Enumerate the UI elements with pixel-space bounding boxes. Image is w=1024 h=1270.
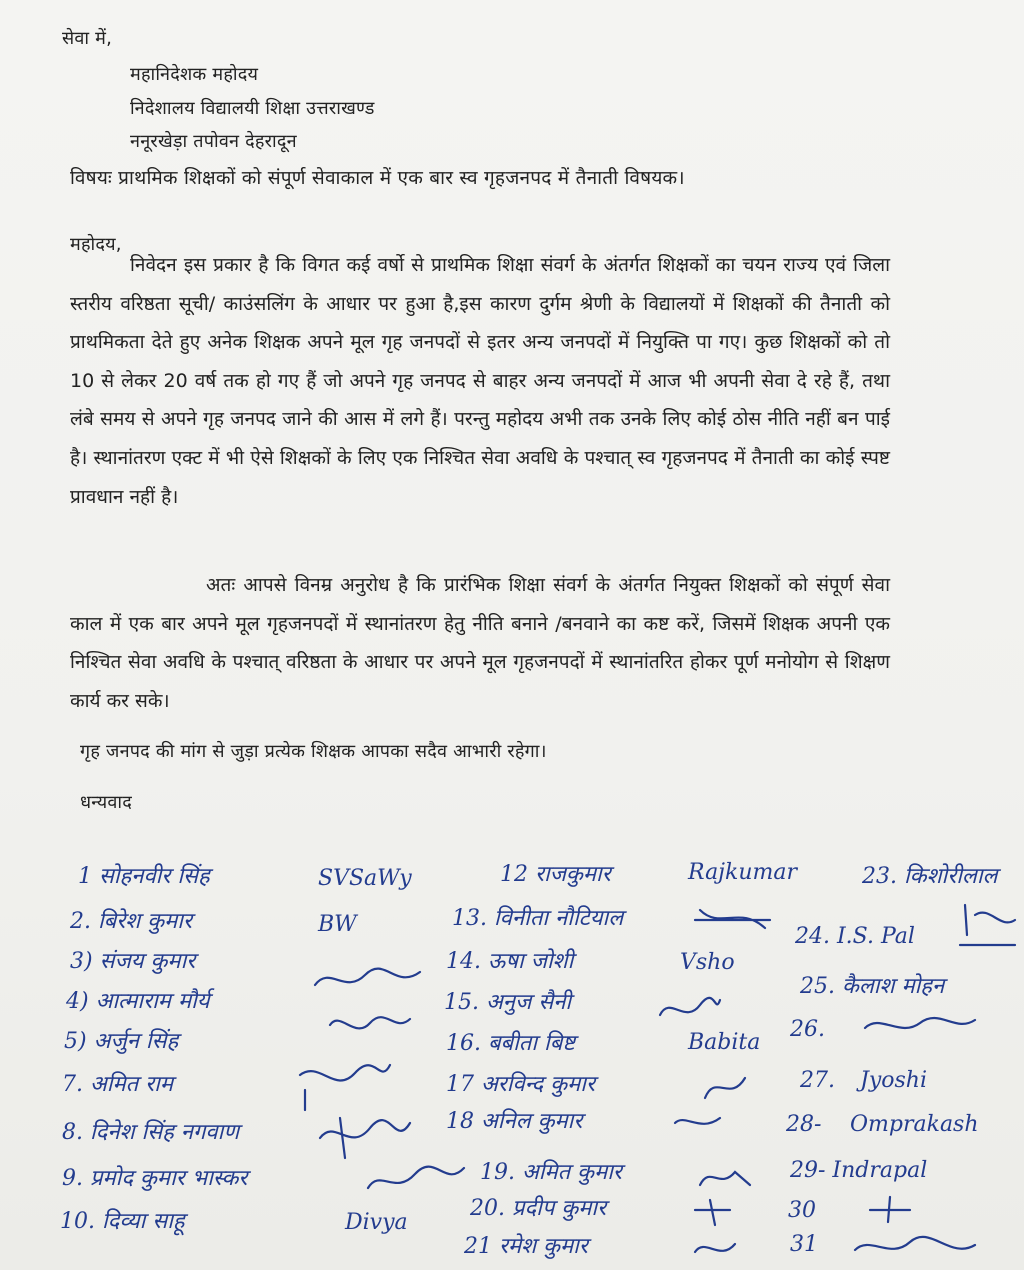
body-paragraph-1: निवेदन इस प्रकार है कि विगत कई वर्षो से प्राथमिक शिक्षा संवर्ग के अंतर्गत शिक्षकों का चयन राज्य एवं जिला स्तरीय वरिष्ठता सूची/ काउंसलिंग के आधार पर हुआ है,इस कारण दुर्गम श्रेणी के विद्यालयों में शिक्षकों की तैनाती को प्राथमिकता देते हुए अनेक शिक्षक अपने मूल गृह जनपदों से इतर अन्य जनपदों में नियुक्ति पा गए। कुछ शिक्षकों को तो 10 से लेकर 20 वर्ष तक हो गए हैं जो अपने गृह जनपद से बाहर अन्य जनपदों में आज भी अपनी सेवा दे रहे हैं, तथा लंबे समय से अपने गृह जनपद जाने की आस में लगे हैं। परन्तु महोदय अभी तक उनके लिए कोई ठोस नीति नहीं बन पाई है। स्थानांतरण एक्ट में भी ऐसे शिक्षकों के लिए एक निश्चित सेवा अवधि के पश्चात् स्व गृहजनपद में तैनाती का कोई स्पष्ट प्रावधान नहीं है।: [70, 254, 890, 508]
signature-scribble: [690, 900, 780, 940]
signature-name: 9. प्रमोद कुमार भास्कर: [62, 1166, 248, 1191]
signature-name: 19. अमित कुमार: [480, 1160, 622, 1185]
signature-name: 25. कैलाश मोहन: [800, 974, 945, 999]
signature-name: 7. अमित राम: [62, 1072, 174, 1097]
signature-name: 20. प्रदीप कुमार: [470, 1196, 607, 1221]
signature-name: 3) संजय कुमार: [70, 949, 196, 974]
signature-name: 21 रमेश कुमार: [464, 1234, 588, 1259]
signature-mark: Rajkumar: [688, 860, 798, 885]
signature-name: 30: [788, 1198, 816, 1223]
subject-line: विषयः प्राथमिक शिक्षकों को संपूर्ण सेवाकाल में एक बार स्व गृहजनपद में तैनाती विषयक।: [70, 167, 685, 189]
signature-mark: Babita: [688, 1030, 761, 1055]
signature-mark: Omprakash: [850, 1112, 979, 1137]
signature-name: 23. किशोरीलाल: [862, 864, 998, 889]
signature-mark: Jyoshi: [860, 1068, 927, 1093]
closing-line: गृह जनपद की मांग से जुड़ा प्रत्येक शिक्षक आपका सदैव आभारी रहेगा।: [80, 741, 547, 762]
signature-scribble: [700, 1068, 750, 1108]
signature-name: 13. विनीता नौटियाल: [452, 906, 624, 931]
signature-name: 2. बिरेश कुमार: [70, 909, 192, 934]
signature-scribble: [690, 1195, 740, 1230]
signature-scribble: [290, 1055, 400, 1115]
signature-name: 24. I.S. Pal: [795, 924, 915, 949]
signature-name: 10. दिव्या साहू: [60, 1209, 185, 1234]
recipient-location: ननूरखेड़ा तपोवन देहरादून: [130, 131, 297, 152]
signature-name: 31: [790, 1232, 818, 1257]
recipient-office: निदेशालय विद्यालयी शिक्षा उत्तराखण्ड: [130, 98, 375, 119]
signature-scribble: [860, 1008, 980, 1043]
recipient-title: महानिदेशक महोदय: [130, 64, 259, 85]
signature-name: 18 अनिल कुमार: [446, 1109, 583, 1134]
greeting: महोदय,: [70, 234, 122, 255]
signature-list: [0, 840, 1024, 1270]
signature-name: 16. बबीता बिष्ट: [446, 1031, 576, 1056]
signature-scribble: [690, 1232, 740, 1267]
signature-scribble: [310, 1108, 420, 1163]
signature-name: 5) अर्जुन सिंह: [64, 1029, 179, 1054]
signature-scribble: [670, 1108, 730, 1138]
signature-name: 27.: [800, 1068, 835, 1093]
signature-scribble: [695, 1160, 755, 1195]
thanks: धन्यवाद: [80, 792, 133, 813]
signature-name: 29- Indrapal: [790, 1158, 928, 1183]
signature-scribble: [655, 990, 725, 1030]
signature-name: 15. अनुज सैनी: [444, 990, 572, 1015]
signature-scribble: [850, 1230, 980, 1270]
signature-scribble: [955, 895, 1020, 955]
signature-name: 12 राजकुमार: [500, 862, 611, 887]
signature-scribble: [325, 1005, 415, 1045]
signature-name: 4) आत्माराम मौर्य: [66, 989, 210, 1014]
signature-name: 1 सोहनवीर सिंह: [78, 864, 210, 889]
signature-name: 14. ऊषा जोशी: [446, 949, 574, 974]
salutation: सेवा में,: [62, 28, 113, 49]
signature-scribble: [860, 1192, 920, 1227]
signature-mark: BW: [318, 912, 357, 937]
signature-mark: Vsho: [680, 950, 735, 975]
body-paragraph-2: अतः आपसे विनम्र अनुरोध है कि प्रारंभिक शिक्षा संवर्ग के अंतर्गत नियुक्त शिक्षकों को संपूर्ण सेवा काल में एक बार अपने मूल गृहजनपदों में स्थानांतरण हेतु नीति बनाने /बनवाने का कष्ट करें, जिसमें शिक्षक अपनी एक निश्चित सेवा अवधि के पश्चात् वरिष्ठता के आधार पर अपने मूल गृहजनपदों में स्थानांतरित होकर पूर्ण मनोयोग से शिक्षण कार्य कर सके।: [70, 574, 890, 712]
signature-name: 8. दिनेश सिंह नगवाण: [62, 1120, 240, 1145]
signature-scribble: [360, 1158, 470, 1203]
signature-mark: SVSaWy: [318, 866, 412, 891]
signature-scribble: [310, 960, 430, 1000]
signature-name: 17 अरविन्द कुमार: [446, 1072, 595, 1097]
signature-name: 26.: [790, 1017, 825, 1042]
signature-name: 28-: [786, 1112, 822, 1137]
signature-mark: Divya: [345, 1210, 408, 1235]
